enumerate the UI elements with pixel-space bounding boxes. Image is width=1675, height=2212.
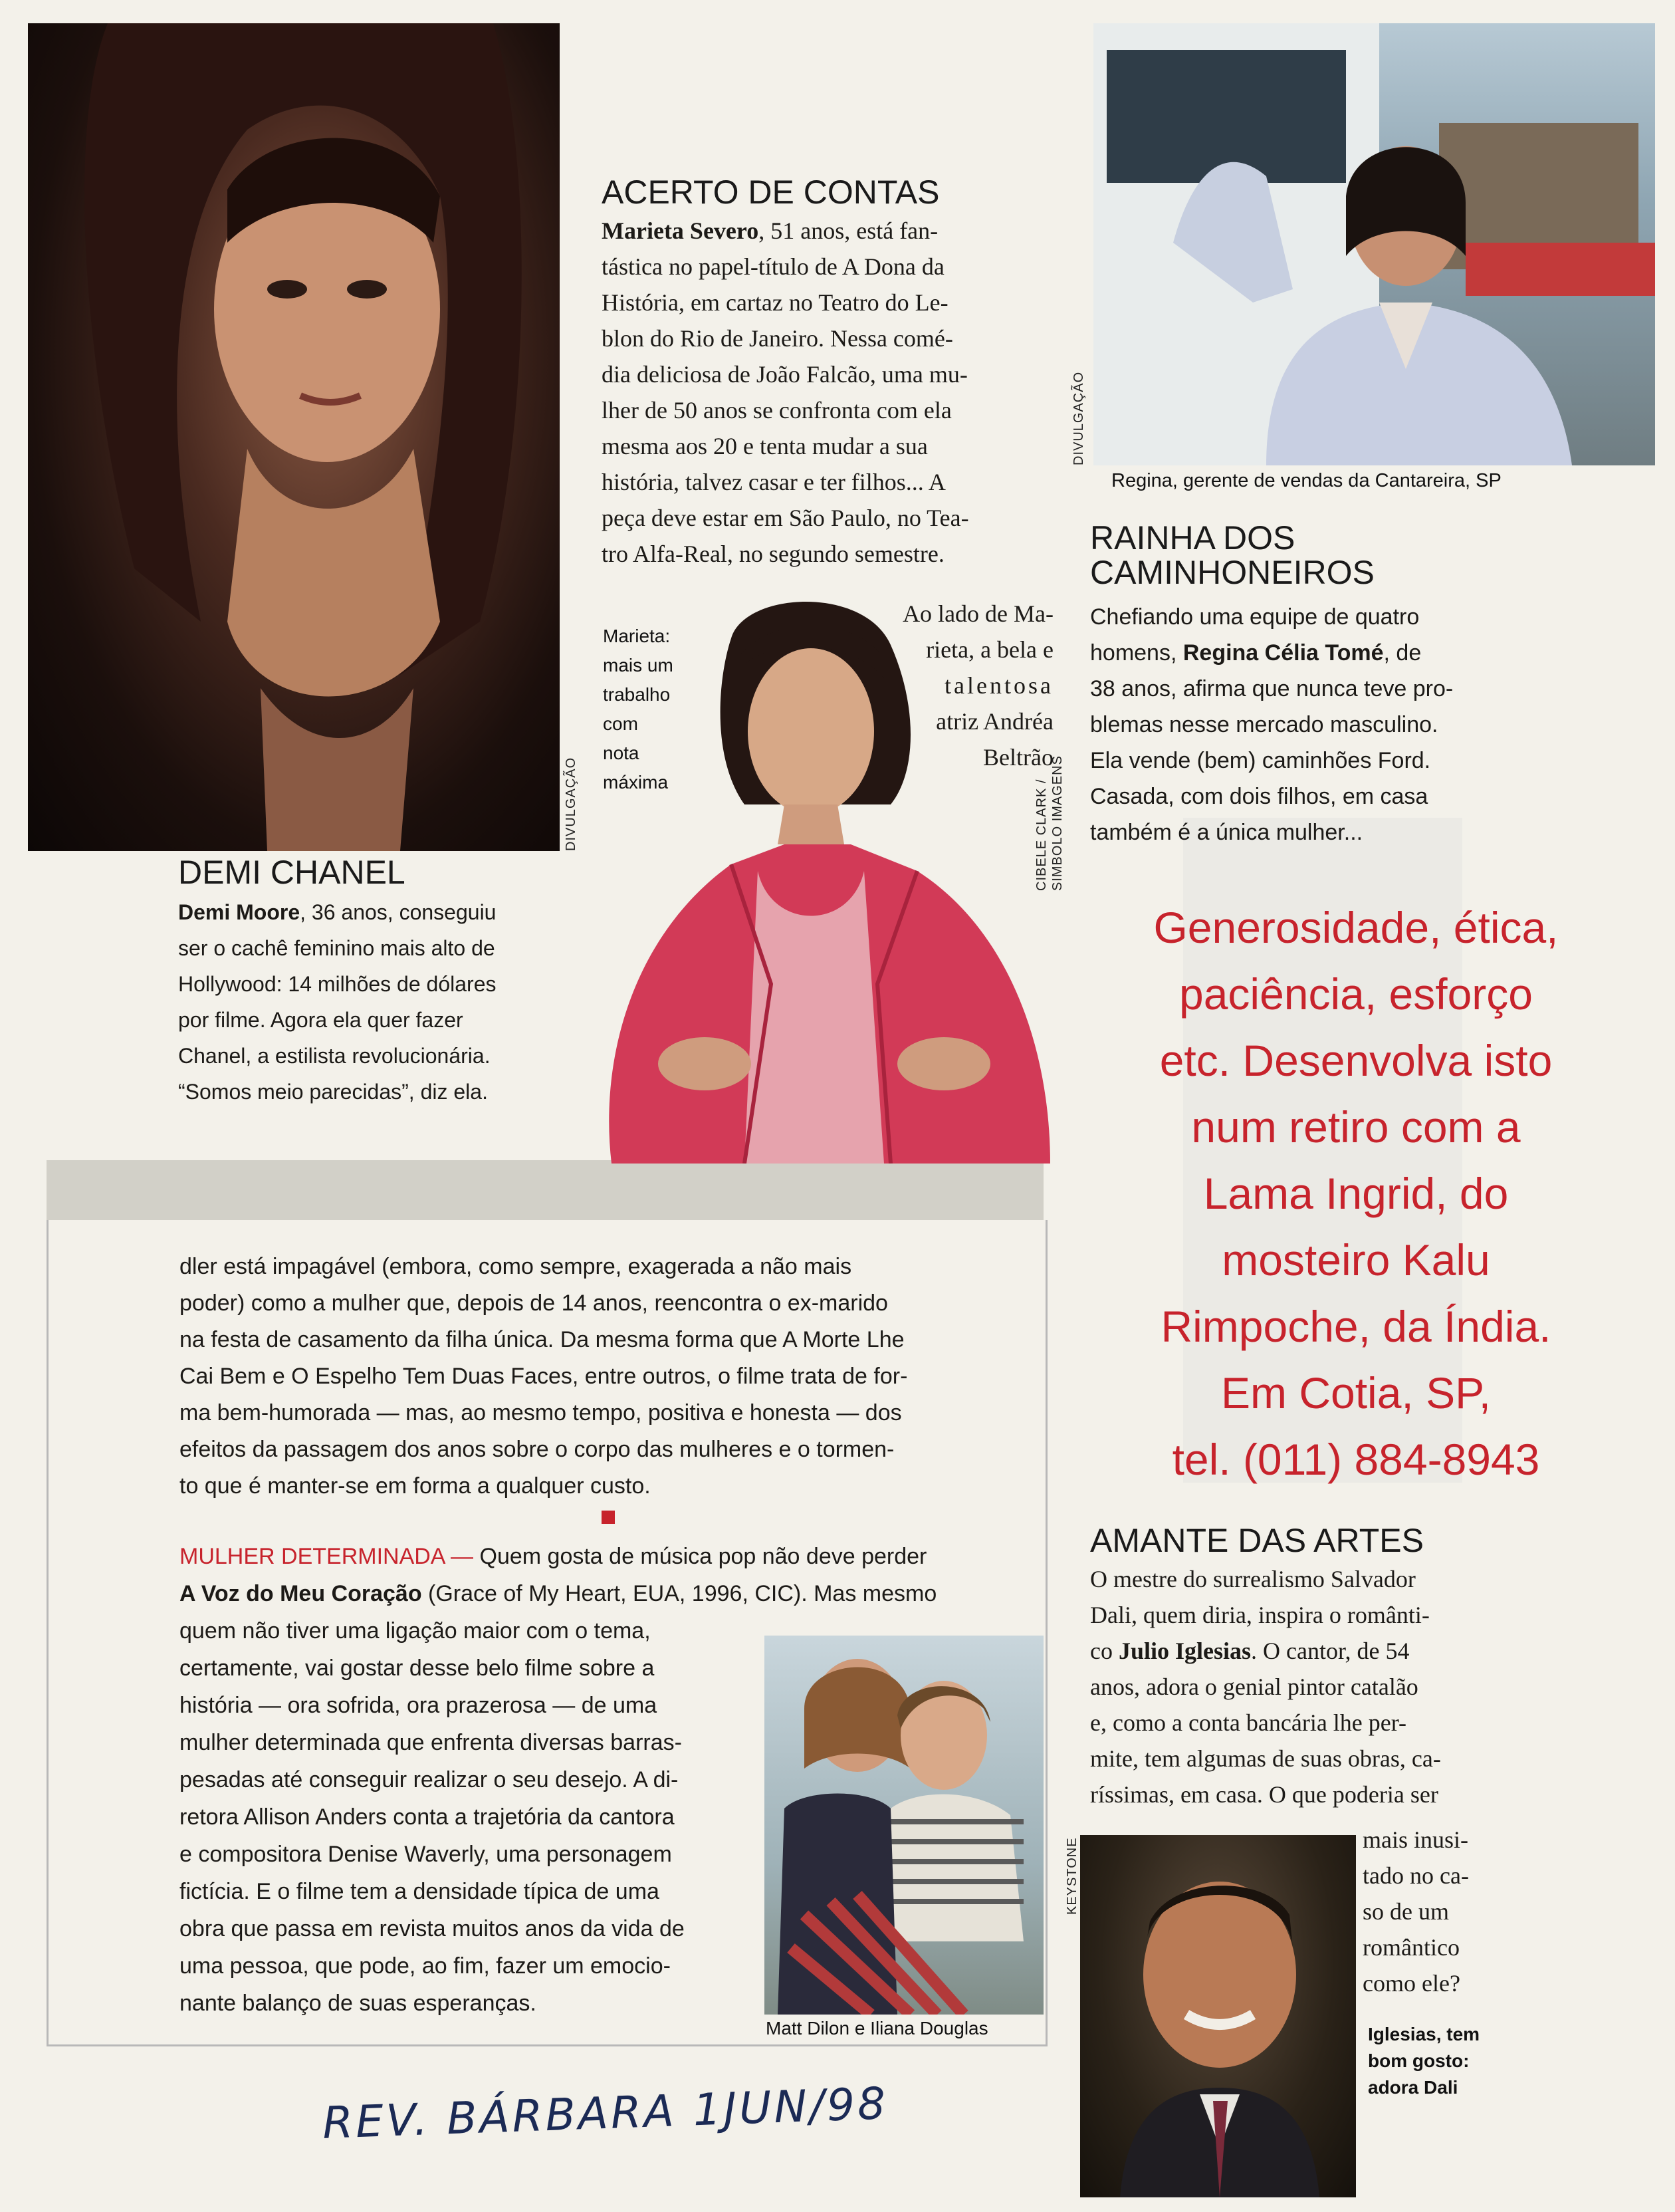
amante-body bbox=[1090, 1561, 1529, 1812]
acerto-line: blon do Rio de Janeiro. Nessa comé- bbox=[602, 325, 953, 352]
mulher-line: retora Allison Anders conta a trajetória da cantora bbox=[179, 1804, 675, 1830]
retiro-line: Em Cotia, SP, bbox=[1221, 1368, 1491, 1417]
amante-narrow bbox=[1363, 1822, 1502, 2001]
retiro-line: tel. (011) 884-8943 bbox=[1172, 1435, 1540, 1484]
rainha-line: Chefiando uma equipe de quatro bbox=[1090, 604, 1420, 630]
acerto-headline: ACERTO DE CONTAS bbox=[602, 174, 940, 211]
caption-line: com bbox=[603, 713, 638, 734]
matt-dilon-caption: Matt Dilon e Iliana Douglas bbox=[766, 2018, 988, 2038]
rainha-bold-name: Regina Célia Tomé bbox=[1182, 640, 1384, 666]
review-line: Cai Bem e O Espelho Tem Duas Faces, entre outros, o filme trata de for- bbox=[179, 1364, 908, 1389]
rainha-line: Casada, com dois filhos, em casa bbox=[1090, 784, 1428, 809]
retiro-line: num retiro com a bbox=[1191, 1102, 1521, 1152]
mulher-line: Quem gosta de música pop não deve perder bbox=[473, 1544, 927, 1569]
amante-article bbox=[1090, 1523, 1529, 1812]
headline-line: RAINHA DOS bbox=[1090, 519, 1295, 556]
caption-line: Iglesias, tem bbox=[1368, 2024, 1480, 2044]
amante-narrow-line: como ele? bbox=[1363, 1970, 1460, 1997]
regina-photo-caption: Regina, gerente de vendas da Cantareira, SP bbox=[1111, 470, 1502, 491]
end-mark-icon bbox=[602, 1511, 615, 1524]
mulher-title: A Voz do Meu Coração bbox=[179, 1581, 422, 1606]
acerto-tail-line: atriz Andréa bbox=[936, 708, 1054, 735]
credit-line: SIMBOLO IMAGENS bbox=[1050, 755, 1065, 891]
acerto-tail-line: Beltrão bbox=[983, 744, 1054, 771]
rainha-line: Ela vende (bem) caminhões Ford. bbox=[1090, 748, 1431, 773]
mulher-line: quem não tiver uma ligação maior com o tema, bbox=[179, 1618, 651, 1644]
credit-line: CIBELE CLARK / bbox=[1034, 779, 1049, 891]
mulher-line: pesadas até conseguir realizar o seu desejo. A di- bbox=[179, 1767, 679, 1792]
demi-line: ser o cachê feminino mais alto de bbox=[178, 936, 495, 960]
acerto-line: tro Alfa-Real, no segundo semestre. bbox=[602, 541, 945, 567]
acerto-line: história, talvez casar e ter filhos... A bbox=[602, 469, 946, 495]
demi-line: Chanel, a estilista revolucionária. bbox=[178, 1044, 491, 1068]
review-line: ma bem-humorada — mas, ao mesmo tempo, positiva e honesta — dos bbox=[179, 1400, 902, 1425]
amante-narrow-line: romântico bbox=[1363, 1934, 1460, 1961]
acerto-line: peça deve estar em São Paulo, no Tea- bbox=[602, 505, 969, 531]
mulher-label: MULHER DETERMINADA — bbox=[179, 1544, 474, 1569]
review-line: na festa de casamento da filha única. Da mesma forma que A Morte Lhe bbox=[179, 1327, 905, 1352]
regina-photo-credit: DIVULGAÇÃO bbox=[1071, 371, 1086, 465]
demi-line: por filme. Agora ela quer fazer bbox=[178, 1008, 463, 1032]
amante-narrow-line: mais inusi- bbox=[1363, 1826, 1468, 1853]
rainha-headline bbox=[1090, 521, 1515, 590]
headline-line: CAMINHONEIROS bbox=[1090, 554, 1375, 591]
julio-iglesias-photo bbox=[1080, 1835, 1356, 2197]
acerto-body bbox=[602, 213, 1054, 572]
caption-line: mais um bbox=[603, 655, 673, 676]
retiro-line: mosteiro Kalu bbox=[1222, 1235, 1490, 1285]
mulher-line: fictícia. E o filme tem a densidade típica de uma bbox=[179, 1879, 659, 1904]
mulher-line: certamente, vai gostar desse belo filme sobre a bbox=[179, 1656, 655, 1681]
mulher-line: história — ora sofrida, ora prazerosa — de uma bbox=[179, 1693, 657, 1718]
handwritten-note: REV. BÁRBARA 1JUN/98 bbox=[321, 2078, 889, 2149]
caption-line: Marieta: bbox=[603, 626, 671, 646]
mulher-line: uma pessoa, que pode, ao fim, fazer um emocio- bbox=[179, 1953, 671, 1979]
amante-line: anos, adora o genial pintor catalão bbox=[1090, 1673, 1418, 1700]
amante-line: mite, tem algumas de suas obras, ca- bbox=[1090, 1745, 1441, 1772]
acerto-line: mesma aos 20 e tenta mudar a sua bbox=[602, 433, 928, 459]
demi-line: , 36 anos, conseguiu bbox=[300, 900, 497, 924]
caption-line: adora Dali bbox=[1368, 2077, 1458, 2098]
amante-line: co Julio Iglesias. O cantor, de 54 bbox=[1090, 1638, 1410, 1664]
review-line: dler está impagável (embora, como sempre, exagerada a não mais bbox=[179, 1254, 852, 1279]
retiro-ad bbox=[1063, 894, 1648, 1493]
marieta-severo-photo bbox=[572, 585, 1090, 1164]
ghost-band bbox=[47, 1160, 1044, 1220]
demi-article bbox=[178, 854, 557, 1110]
review-line: to que é manter-se em forma a qualquer custo. bbox=[179, 1473, 651, 1499]
rainha-body bbox=[1090, 599, 1515, 850]
amante-line: O mestre do surrealismo Salvador bbox=[1090, 1566, 1416, 1592]
retiro-line: paciência, esforço bbox=[1179, 969, 1533, 1019]
amante-headline: AMANTE DAS ARTES bbox=[1090, 1522, 1424, 1559]
demi-body bbox=[178, 894, 557, 1110]
amante-line: Dali, quem diria, inspira o românti- bbox=[1090, 1602, 1430, 1628]
rainha-line: homens, Regina Célia Tomé, de bbox=[1090, 640, 1422, 666]
review-line: efeitos da passagem dos anos sobre o corpo das mulheres e o tormen- bbox=[179, 1437, 895, 1462]
demi-name: Demi Moore bbox=[178, 900, 300, 924]
rainha-article bbox=[1090, 521, 1515, 850]
caption-line: nota bbox=[603, 743, 639, 763]
acerto-tail-line: rieta, a bela e bbox=[926, 636, 1054, 663]
amante-bold-name: Julio Iglesias bbox=[1118, 1638, 1252, 1664]
regina-photo bbox=[1093, 23, 1655, 465]
caption-line: trabalho bbox=[603, 684, 671, 705]
rainha-line: blemas nesse mercado masculino. bbox=[1090, 712, 1438, 737]
caption-line: máxima bbox=[603, 772, 669, 793]
acerto-line: tástica no papel-título de A Dona da bbox=[602, 253, 945, 280]
acerto-tail-line: Ao lado de Ma- bbox=[903, 600, 1054, 627]
mulher-line: mulher determinada que enfrenta diversas barras- bbox=[179, 1730, 682, 1755]
mulher-line: (Grace of My Heart, EUA, 1996, CIC). Mas mesmo bbox=[421, 1581, 937, 1606]
rainha-line: também é a única mulher... bbox=[1090, 820, 1363, 845]
acerto-name: Marieta Severo bbox=[602, 217, 759, 244]
rainha-line: 38 anos, afirma que nunca teve pro- bbox=[1090, 676, 1454, 701]
acerto-article bbox=[602, 174, 1054, 572]
caption-line: bom gosto: bbox=[1368, 2050, 1470, 2071]
mulher-line: e compositora Denise Waverly, uma personagem bbox=[179, 1842, 672, 1867]
amante-narrow-line: tado no ca- bbox=[1363, 1862, 1469, 1889]
amante-line: e, como a conta bancária lhe per- bbox=[1090, 1709, 1407, 1736]
retiro-line: Generosidade, ética, bbox=[1153, 903, 1559, 952]
demi-moore-photo bbox=[28, 23, 560, 851]
acerto-line: História, em cartaz no Teatro do Le- bbox=[602, 289, 949, 316]
retiro-line: Rimpoche, da Índia. bbox=[1161, 1302, 1551, 1351]
mulher-line: obra que passa em revista muitos anos da vida de bbox=[179, 1916, 685, 1941]
acerto-line: lher de 50 anos se confronta com ela bbox=[602, 397, 952, 424]
review-line: poder) como a mulher que, depois de 14 anos, reencontra o ex-marido bbox=[179, 1290, 888, 1316]
retiro-line: etc. Desenvolva isto bbox=[1159, 1036, 1553, 1085]
acerto-line: , 51 anos, está fan- bbox=[758, 217, 939, 244]
retiro-line: Lama Ingrid, do bbox=[1203, 1169, 1509, 1218]
matt-dilon-iliana-douglas-photo bbox=[764, 1636, 1044, 2015]
marieta-photo-credit bbox=[1034, 755, 1065, 891]
review-continued bbox=[179, 1249, 1037, 1505]
acerto-line: dia deliciosa de João Falcão, uma mu- bbox=[602, 361, 968, 388]
demi-line: Hollywood: 14 milhões de dólares bbox=[178, 972, 497, 996]
demi-headline: DEMI CHANEL bbox=[178, 854, 405, 891]
amante-narrow-line: so de um bbox=[1363, 1898, 1449, 1925]
julio-photo-credit: KEYSTONE bbox=[1065, 1837, 1079, 1915]
julio-caption bbox=[1368, 2021, 1480, 2101]
acerto-tail-line: talentosa bbox=[945, 672, 1054, 699]
mulher-line: nante balanço de suas esperanças. bbox=[179, 1991, 536, 2016]
demi-photo-credit: DIVULGAÇÃO bbox=[564, 757, 578, 851]
demi-line: “Somos meio parecidas”, diz ela. bbox=[178, 1080, 488, 1104]
amante-line: ríssimas, em casa. O que poderia ser bbox=[1090, 1781, 1438, 1808]
